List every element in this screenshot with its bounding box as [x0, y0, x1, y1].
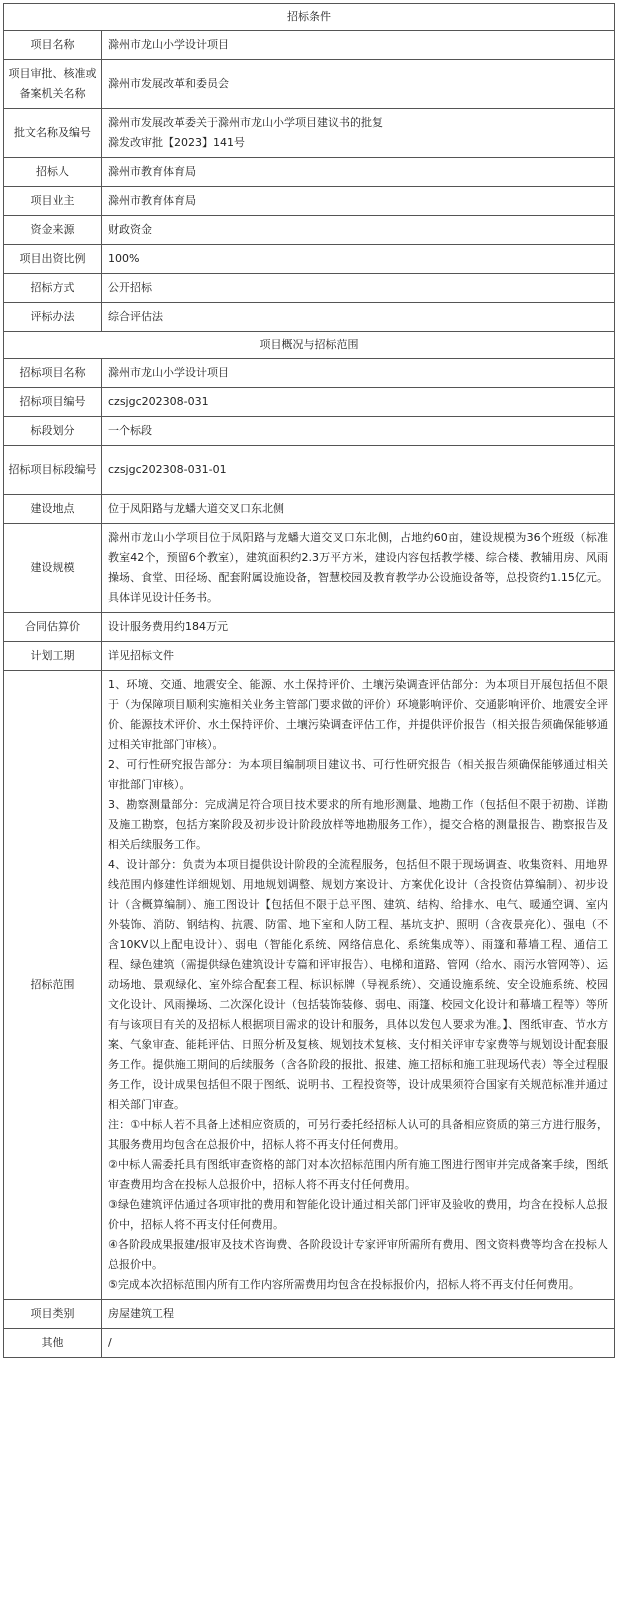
- row-value: 公开招标: [102, 274, 615, 303]
- scale-description: 滁州市龙山小学项目位于凤阳路与龙蟠大道交叉口东北侧，占地约60亩，建设规模为36个班级（标准教室42个，预留6个教室），建筑面积约2.3万平方米，建设内容包括教学楼、综合楼、教辅用房、风雨操场、食堂、田径场、配套附属设施设备，智慧校园及教育教学办公设施设备等，总投资约1.15亿元。具体详见设计任务书。: [108, 531, 608, 604]
- table-row: [4, 245, 615, 274]
- row-label: 评标办法: [4, 303, 102, 332]
- section-title: 项目概况与招标范围: [4, 332, 615, 359]
- table-row: [4, 446, 615, 495]
- table-row: [4, 671, 615, 1300]
- section-header-conditions: [4, 4, 615, 31]
- scope-paragraph: 3、勘察测量部分：完成满足符合项目技术要求的所有地形测量、地勘工作（包括但不限于初勘、详勘及施工勘察，包括方案阶段及初步设计阶段放样等地勘服务工作），提交合格的测量报告、勘察报告及相关后续服务工作。: [108, 798, 608, 851]
- tender-document: [3, 3, 615, 1358]
- table-row: [4, 109, 615, 158]
- table-row: [4, 495, 615, 524]
- row-label: 项目审批、核准或备案机关名称: [4, 60, 102, 109]
- table-row: [4, 388, 615, 417]
- row-value: 滁州市发展改革和委员会: [102, 60, 615, 109]
- row-value: [102, 109, 615, 158]
- table-row: [4, 158, 615, 187]
- row-label: 项目出资比例: [4, 245, 102, 274]
- table-row: [4, 524, 615, 613]
- row-value: [102, 524, 615, 613]
- table-row: [4, 31, 615, 60]
- table-row: [4, 642, 615, 671]
- row-label: 招标方式: [4, 274, 102, 303]
- section-title: 招标条件: [4, 4, 615, 31]
- row-value: 详见招标文件: [102, 642, 615, 671]
- row-label: 项目类别: [4, 1300, 102, 1329]
- scope-note: ④各阶段成果报建/报审及技术咨询费、各阶段设计专家评审所需所有费用、图文资料费等均含在投标人总报价中。: [108, 1238, 608, 1271]
- scope-paragraph: 2、可行性研究报告部分：为本项目编制项目建议书、可行性研究报告（相关报告须确保能够通过相关审批部门审核）。: [108, 758, 608, 791]
- row-value: 滁州市龙山小学设计项目: [102, 359, 615, 388]
- row-label: 招标项目名称: [4, 359, 102, 388]
- table-row: [4, 359, 615, 388]
- row-value: 一个标段: [102, 417, 615, 446]
- row-label: 建设规模: [4, 524, 102, 613]
- row-label: 其他: [4, 1329, 102, 1358]
- row-value: 滁州市龙山小学设计项目: [102, 31, 615, 60]
- row-label: 资金来源: [4, 216, 102, 245]
- table-row: [4, 1300, 615, 1329]
- row-value: czsjgc202308-031-01: [102, 446, 615, 495]
- row-value: 综合评估法: [102, 303, 615, 332]
- scope-note: ②中标人需委托具有图纸审查资格的部门对本次招标范围内所有施工图进行图审并完成备案手续，图纸审查费用均含在投标人总报价中，招标人将不再支付任何费用。: [108, 1158, 608, 1191]
- tender-info-table: [3, 3, 615, 1358]
- table-row: [4, 303, 615, 332]
- table-row: [4, 187, 615, 216]
- row-label: 招标项目编号: [4, 388, 102, 417]
- table-row: [4, 1329, 615, 1358]
- row-value: [102, 671, 615, 1300]
- scope-note: 注：①中标人若不具备上述相应资质的，可另行委托经招标人认可的具备相应资质的第三方进行服务，其服务费用均包含在总报价中，招标人将不再支付任何费用。: [108, 1118, 608, 1151]
- table-row: [4, 60, 615, 109]
- row-value: czsjgc202308-031: [102, 388, 615, 417]
- table-row: [4, 613, 615, 642]
- row-label: 计划工期: [4, 642, 102, 671]
- table-row: [4, 417, 615, 446]
- row-label: 招标人: [4, 158, 102, 187]
- row-label: 招标项目标段编号: [4, 446, 102, 495]
- row-label: 项目名称: [4, 31, 102, 60]
- row-label: 批文名称及编号: [4, 109, 102, 158]
- section-header-overview: [4, 332, 615, 359]
- row-value: 房屋建筑工程: [102, 1300, 615, 1329]
- scope-paragraph: 4、设计部分：负责为本项目提供设计阶段的全流程服务，包括但不限于现场调查、收集资料、用地界线范围内修建性详细规划、用地规划调整、规划方案设计、方案优化设计（含投资估算编制）、初步设计（含概算编制）、施工图设计【包括但不限于总平图、建筑、结构、给排水、电气、暖通空调、室内外装饰、消防、钢结构、抗震、防雷、地下室和人防工程、基坑支护、照明（含夜景亮化）、强电（不含10KV以上配电设计）、弱电（智能化系统、网络信息化、系统集成等）、雨篷和幕墙工程、通信工程、绿色建筑（需提供绿色建筑设计专篇和评审报告）、电梯和道路、管网（给水、雨污水管网等）、运动场地、景观绿化、室外综合配套工程、标识标牌（导视系统）、交通设施系统、安全设施系统、校园文化设计、风雨操场、二次深化设计（包括装饰装修、弱电、雨篷、校园文化设计和幕墙工程等）等所有与该项目有关的及招标人根据项目需求的设计和服务，具体以发包人要求为准。】、图纸审查、节水方案、气象审查、能耗评估、日照分析及复核、规划技术复核、支付相关评审专家费等与规划设计配套服务工作。提供施工期间的后续服务（含各阶段的报批、报建、施工招标和施工驻现场代表）等全过程服务工作，设计成果包括但不限于图纸、说明书、工程投资等，设计成果须符合国家有关规范标准并通过相关部门审查。: [108, 858, 608, 1111]
- row-value: 滁州市教育体育局: [102, 187, 615, 216]
- row-label: 项目业主: [4, 187, 102, 216]
- scope-note: ⑤完成本次招标范围内所有工作内容所需费用均包含在投标报价内，招标人将不再支付任何费用。: [108, 1278, 580, 1291]
- row-value: /: [102, 1329, 615, 1358]
- table-row: [4, 216, 615, 245]
- approval-doc-number: 滁发改审批【2023】141号: [108, 136, 245, 149]
- scope-paragraph: 1、环境、交通、地震安全、能源、水土保持评价、土壤污染调查评估部分：为本项目开展包括但不限于（为保障项目顺利实施相关业务主管部门要求做的评价）环境影响评价、交通影响评价、地震安全评价、能源技术评价、水土保持评价、土壤污染调查评估工作，并提供评价报告（相关报告须确保能够通过相关审批部门审核）。: [108, 678, 608, 751]
- table-row: [4, 274, 615, 303]
- row-value: 财政资金: [102, 216, 615, 245]
- row-value: 100%: [102, 245, 615, 274]
- row-value: 设计服务费用约184万元: [102, 613, 615, 642]
- row-label: 合同估算价: [4, 613, 102, 642]
- row-value: 滁州市教育体育局: [102, 158, 615, 187]
- row-label: 标段划分: [4, 417, 102, 446]
- scope-note: ③绿色建筑评估通过各项审批的费用和智能化设计通过相关部门评审及验收的费用，均含在投标人总报价中，招标人将不再支付任何费用。: [108, 1198, 608, 1231]
- approval-doc-title: 滁州市发展改革委关于滁州市龙山小学项目建议书的批复: [108, 116, 383, 129]
- row-label: 招标范围: [4, 671, 102, 1300]
- row-value: 位于凤阳路与龙蟠大道交叉口东北侧: [102, 495, 615, 524]
- row-label: 建设地点: [4, 495, 102, 524]
